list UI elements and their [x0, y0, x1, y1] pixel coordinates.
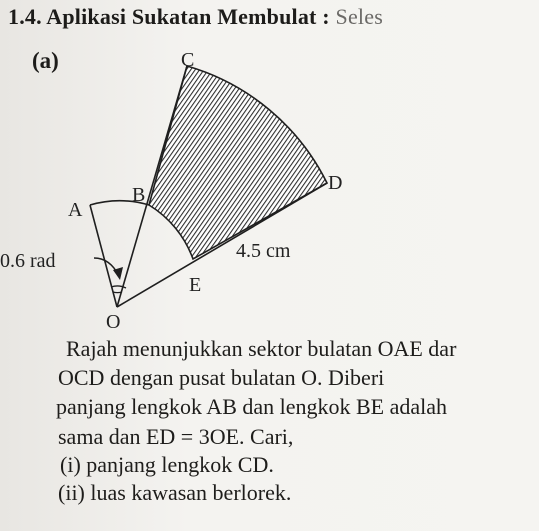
- sector-diagram: [0, 40, 539, 340]
- label-angle: 0.6 rad: [0, 250, 56, 272]
- question-line-5: (i) panjang lengkok CD.: [60, 452, 274, 477]
- label-length: 4.5 cm: [236, 240, 291, 262]
- question-line-2: OCD dengan pusat bulatan O. Diberi: [58, 365, 385, 390]
- section-title: [8, 4, 383, 30]
- label-o: O: [106, 311, 121, 333]
- label-d: D: [328, 172, 343, 194]
- angle-arc-lower: [113, 292, 122, 293]
- label-a: A: [68, 199, 83, 221]
- label-c: C: [181, 49, 195, 71]
- question-line-6: (ii) luas kawasan berlorek.: [58, 480, 292, 505]
- label-b: B: [132, 184, 146, 206]
- shaded-region: [149, 66, 327, 259]
- question-line-1: Rajah menunjukkan sektor bulatan OAE dar: [66, 336, 457, 361]
- section-title-text: 1.4. Aplikasi Sukatan Membulat :: [8, 4, 330, 29]
- part-label: (a): [32, 48, 59, 73]
- question-line-4: sama dan ED = 3OE. Cari,: [58, 424, 294, 449]
- section-title-cut: Seles: [335, 4, 383, 29]
- question-line-3: panjang lengkok AB dan lengkok BE adalah: [56, 394, 448, 419]
- radius-oa: [90, 205, 117, 307]
- label-e: E: [189, 274, 202, 296]
